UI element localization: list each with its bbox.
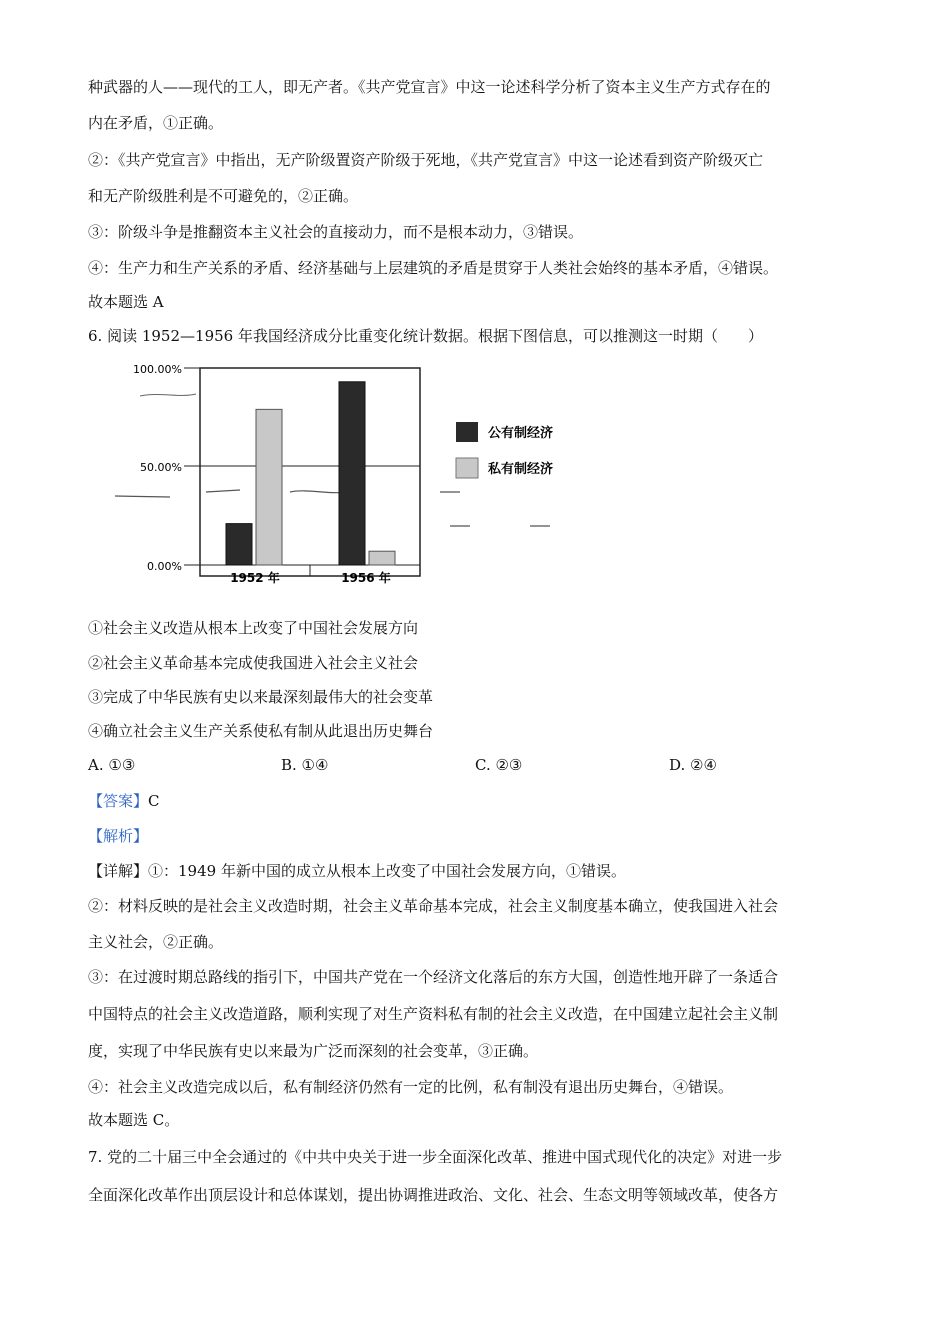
line-top-0: 种武器的人——现代的工人，即无产者。《共产党宣言》中这一论述科学分析了资本主义生产方式存在的 (88, 78, 771, 96)
option-c[interactable]: C. ②③ (475, 756, 523, 774)
legend-label-private: 私有制经济 (488, 462, 554, 477)
question-6: 6. 阅读 1952—1956 年我国经济成分比重变化统计数据。根据下图信息，可以推测这一时期（ ） (88, 327, 763, 345)
detail-tag: 【详解】 (88, 862, 149, 880)
ytick-0: 0.00% (147, 560, 182, 573)
line-bottom-3: 中国特点的社会主义改造道路，顺利实现了对生产资料私有制的社会主义改造，在中国建立起社会主义制 (88, 1005, 779, 1023)
xtick-1952: 1952 年 (230, 571, 280, 585)
legend-label-public: 公有制经济 (488, 426, 554, 441)
detail-line (88, 861, 626, 881)
line-bottom-5: ④：社会主义改造完成以后，私有制经济仍然有一定的比例，私有制没有退出历史舞台，④错误。 (88, 1078, 734, 1096)
line-top-5: ④：生产力和生产关系的矛盾、经济基础与上层建筑的矛盾是贯穿于人类社会始终的基本矛盾，④错误。 (88, 259, 779, 277)
bar-1952-public (226, 524, 252, 565)
option-b[interactable]: B. ①④ (281, 756, 329, 774)
line-bottom-7: 7. 党的二十届三中全会通过的《中共中央关于进一步全面深化改革、推进中国式现代化的决定》对进一步 (88, 1148, 783, 1166)
statement-4: ④确立社会主义生产关系使私有制从此退出历史舞台 (88, 722, 434, 740)
statement-2: ②社会主义革命基本完成使我国进入社会主义社会 (88, 654, 419, 672)
line-top-1: 内在矛盾，①正确。 (88, 114, 224, 132)
line-top-2: ②：《共产党宣言》中指出，无产阶级置资产阶级于死地，《共产党宣言》中这一论述看到资产阶级灭亡 (88, 151, 764, 169)
option-d[interactable]: D. ②④ (669, 756, 717, 774)
line-bottom-6: 故本题选 C。 (88, 1111, 180, 1129)
answer-line (88, 791, 160, 811)
answer-value: C (148, 792, 160, 810)
answer-tag: 【答案】 (88, 792, 149, 810)
scan-artifact (140, 394, 196, 396)
line-top-4: ③：阶级斗争是推翻资本主义社会的直接动力，而不是根本动力，③错误。 (88, 223, 584, 241)
bar-1956-private (369, 551, 395, 565)
analysis-tag: 【解析】 (88, 827, 149, 845)
option-a[interactable]: A. ①③ (88, 756, 136, 774)
legend-swatch-private (456, 458, 478, 478)
detail-first: ①：1949 年新中国的成立从根本上改变了中国社会发展方向，①错误。 (148, 862, 626, 880)
legend-swatch-public (456, 422, 478, 442)
line-bottom-2: ③：在过渡时期总路线的指引下，中国共产党在一个经济文化落后的东方大国，创造性地开辟了一条适合 (88, 968, 779, 986)
ytick-100: 100.00% (133, 363, 182, 376)
line-top-6: 故本题选 A (88, 293, 164, 311)
line-bottom-4: 度，实现了中华民族有史以来最为广泛而深刻的社会变革，③正确。 (88, 1042, 539, 1060)
line-bottom-8: 全面深化改革作出顶层设计和总体谋划，提出协调推进政治、文化、社会、生态文明等领域改革，使各方 (88, 1186, 779, 1204)
ytick-50: 50.00% (140, 461, 182, 474)
economy-chart (110, 360, 590, 588)
bar-1952-private (256, 409, 282, 565)
scan-artifact (115, 490, 460, 497)
line-bottom-1: 主义社会，②正确。 (88, 933, 224, 951)
answer-options (88, 756, 868, 776)
xtick-1956: 1956 年 (341, 571, 391, 585)
line-bottom-0: ②：材料反映的是社会主义改造时期，社会主义革命基本完成，社会主义制度基本确立，使我国进入社会 (88, 897, 779, 915)
statement-1: ①社会主义改造从根本上改变了中国社会发展方向 (88, 619, 419, 637)
statement-3: ③完成了中华民族有史以来最深刻最伟大的社会变革 (88, 688, 434, 706)
bar-1956-public (339, 382, 365, 565)
line-top-3: 和无产阶级胜利是不可避免的，②正确。 (88, 187, 359, 205)
